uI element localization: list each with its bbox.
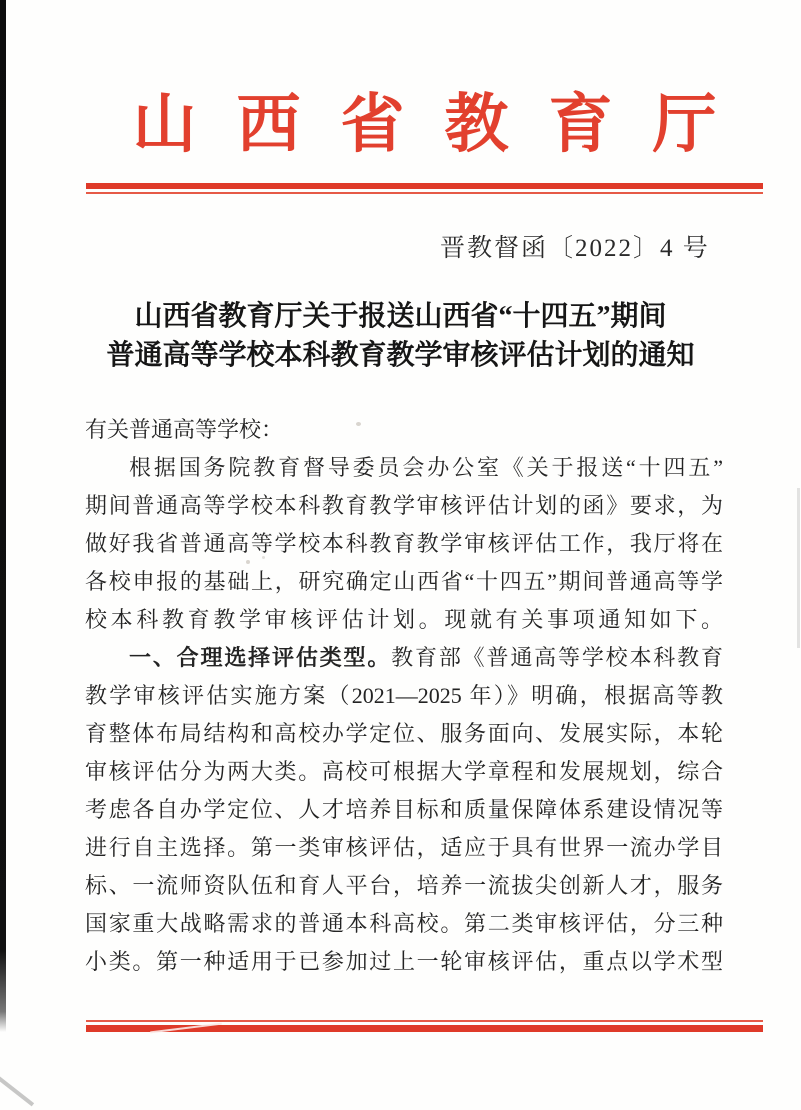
- body-line: 审核评估分为两大类。高校可根据大学章程和发展规划，综合: [85, 759, 723, 784]
- title-line-2: 普通高等学校本科教育教学审核评估计划的通知: [106, 340, 695, 371]
- body-line: 做好我省普通高等学校本科教育教学审核评估工作，我厅将在: [85, 531, 723, 556]
- section-heading: 一、合理选择评估类型。: [129, 645, 392, 670]
- body-line: [85, 639, 723, 677]
- body-line: 国家重大战略需求的普通本科高校。第二类审核评估，分三种: [85, 911, 723, 936]
- body-line-text: 教育部《普通高等学校本科教育: [391, 645, 723, 670]
- body-line: 小类。第一种适用于已参加过上一轮审核评估，重点以学术型: [85, 949, 723, 974]
- body-line: 考虑各自办学定位、人才培养目标和质量保障体系建设情况等: [85, 797, 723, 822]
- footer-rule-thin: [86, 1020, 763, 1022]
- scan-edge-artifact: [0, 0, 6, 1032]
- agency-name: 山西省教育厅: [132, 89, 757, 160]
- body-line: 育整体布局结构和高校办学定位、服务面向、发展实际，本轮: [85, 721, 723, 746]
- scan-smudge-artifact: [797, 488, 800, 648]
- body-line: 根据国务院教育督导委员会办公室《关于报送“十四五”: [129, 455, 723, 480]
- body-line: 各校申报的基础上，研究确定山西省“十四五”期间普通高等学: [85, 569, 723, 594]
- header-rule-thin: [86, 192, 763, 194]
- header-rule-thick: [86, 183, 763, 189]
- body-line: 期间普通高等学校本科教育教学审核评估计划的函》要求，为: [85, 493, 723, 518]
- document-title: [40, 297, 761, 375]
- salutation: 有关普通高等学校：: [85, 417, 284, 442]
- body-line: 校本科教育教学审核评估计划。现就有关事项通知如下。: [85, 607, 723, 632]
- doc-number: 晋教督函〔2022〕4 号: [440, 235, 710, 262]
- scan-streak-artifact: [0, 1074, 34, 1107]
- body-line: 进行自主选择。第一类审核评估，适应于具有世界一流办学目: [85, 835, 723, 860]
- title-line-1: 山西省教育厅关于报送山西省“十四五”期间: [134, 301, 667, 332]
- document-body: [85, 411, 723, 981]
- body-line: 标、一流师资队伍和育人平台，培养一流拔尖创新人才，服务: [85, 873, 723, 898]
- body-line: 教学审核评估实施方案（2021—2025 年）》明确，根据高等教: [85, 683, 723, 708]
